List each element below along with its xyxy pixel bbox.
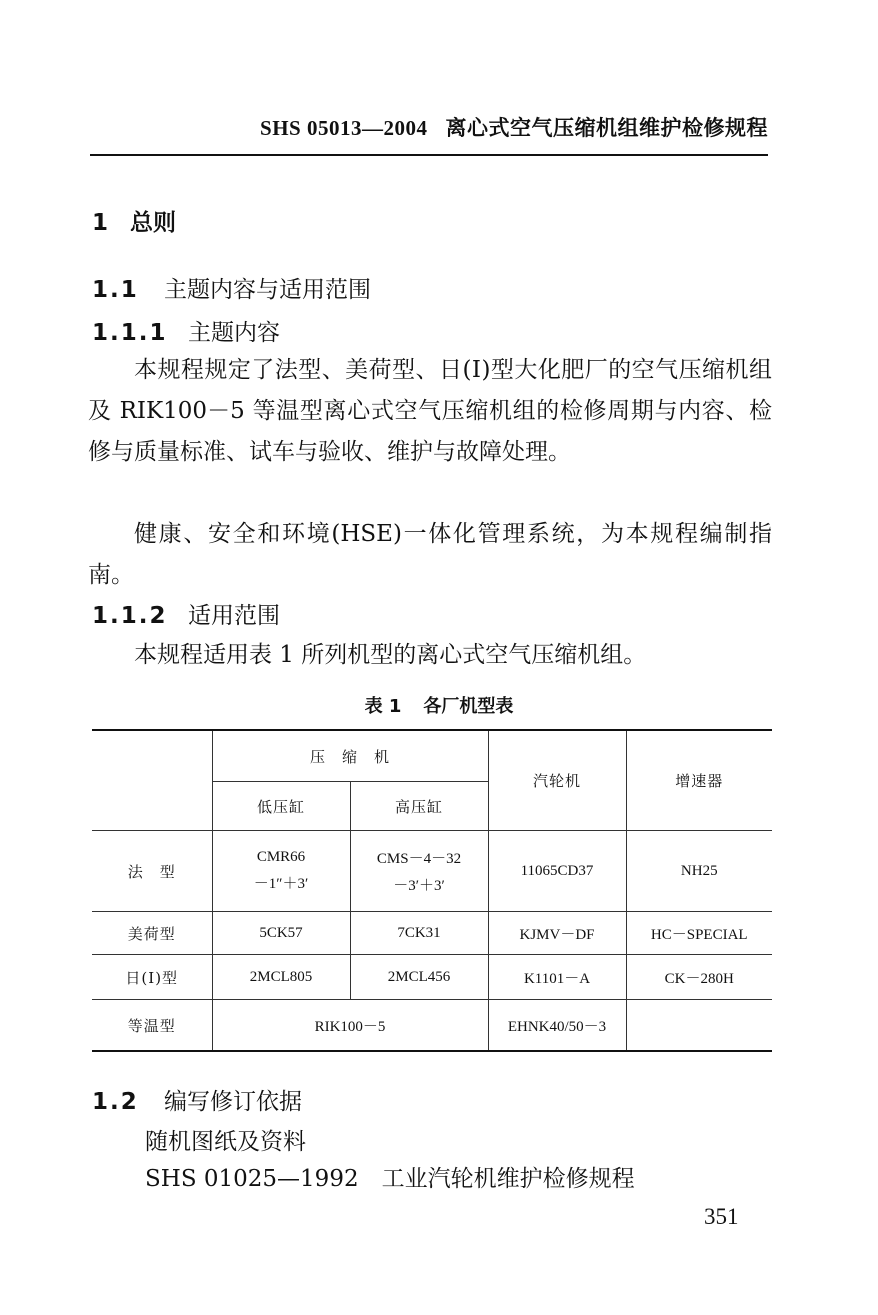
cell-turbine: KJMV－DF: [488, 912, 626, 955]
table-row: [92, 955, 772, 1000]
cell-gearbox: [626, 1000, 772, 1052]
header-rule: [90, 154, 768, 156]
cell-high-pressure: 2MCL456: [350, 955, 488, 1000]
row-type: 美荷型: [92, 912, 212, 955]
section-1-1-2-heading: [92, 597, 280, 630]
section-1-1-number: 1.1: [92, 277, 139, 303]
section-1-1-1-number: 1.1.1: [92, 320, 168, 346]
table-header-row: [92, 730, 772, 782]
table-row: [92, 1000, 772, 1052]
cell-gearbox: HC－SPECIAL: [626, 912, 772, 955]
cell-line: －1″＋3′: [253, 876, 309, 892]
header-standard-code: SHS 05013—2004: [260, 116, 428, 140]
table-row: [92, 831, 772, 912]
section-1-1-1-title: 主题内容: [188, 320, 280, 346]
cell-low-pressure: [212, 831, 350, 912]
row-type: 等温型: [92, 1000, 212, 1052]
paragraph-applicability: 本规程适用表 1 所列机型的离心式空气压缩机组。: [134, 642, 647, 668]
paragraph-hse: 健康、安全和环境(HSE)一体化管理系统，为本规程编制指南。: [88, 521, 772, 588]
cell-turbine: K1101－A: [488, 955, 626, 1000]
cell-high-pressure: 7CK31: [350, 912, 488, 955]
header-turbine: 汽轮机: [488, 730, 626, 831]
row-type: 日(Ⅰ)型: [92, 955, 212, 1000]
section-1-title: 总则: [130, 210, 177, 236]
header-high-pressure: 高压缸: [350, 782, 488, 831]
header-gearbox: 增速器: [626, 730, 772, 831]
cell-line: －3′＋3′: [393, 878, 445, 894]
section-1-2-heading: [92, 1083, 302, 1116]
paragraph-scope-content: 本规程规定了法型、美荷型、日(Ⅰ)型大化肥厂的空气压缩机组及 RIK100－5 等温型离心式空气压缩机组的检修周期与内容、检修与质量标准、试车与验收、维护与故障处理。: [88, 357, 772, 465]
running-header: [90, 112, 768, 142]
section-1-1-1-heading: [92, 314, 280, 347]
table-corner-cell: [92, 730, 212, 831]
section-1-heading: [92, 204, 176, 237]
page-number: 351: [704, 1204, 739, 1229]
header-title: 离心式空气压缩机组维护检修规程: [445, 115, 768, 140]
reference-item: SHS 01025—1992 工业汽轮机维护检修规程: [145, 1166, 635, 1192]
cell-gearbox: NH25: [626, 831, 772, 912]
table-1-models: [92, 729, 772, 1052]
section-1-2-title: 编写修订依据: [164, 1089, 302, 1115]
section-1-1-2-number: 1.1.2: [92, 603, 168, 629]
cell-line: CMS－4－32: [376, 851, 462, 867]
cell-low-pressure: 2MCL805: [212, 955, 350, 1000]
header-low-pressure: 低压缸: [212, 782, 350, 831]
table-1-caption-number: 表 1: [364, 696, 402, 717]
cell-gearbox: CK－280H: [626, 955, 772, 1000]
cell-compressor: RIK100－5: [212, 1000, 488, 1052]
section-1-2-number: 1.2: [92, 1089, 139, 1115]
table-1-caption: [0, 692, 878, 718]
table-row: [92, 912, 772, 955]
cell-low-pressure: 5CK57: [212, 912, 350, 955]
table-1-caption-title: 各厂机型表: [423, 696, 514, 717]
reference-item: 随机图纸及资料: [145, 1129, 306, 1155]
cell-turbine: 11065CD37: [488, 831, 626, 912]
header-compressor: 压 缩 机: [212, 730, 488, 782]
cell-line: CMR66: [256, 849, 306, 865]
section-1-1-title: 主题内容与适用范围: [164, 277, 371, 303]
row-type: 法 型: [92, 831, 212, 912]
cell-turbine: EHNK40/50－3: [488, 1000, 626, 1052]
section-1-1-heading: [92, 271, 371, 304]
section-1-1-2-title: 适用范围: [188, 603, 280, 629]
section-1-number: 1: [92, 210, 109, 236]
cell-high-pressure: [350, 831, 488, 912]
